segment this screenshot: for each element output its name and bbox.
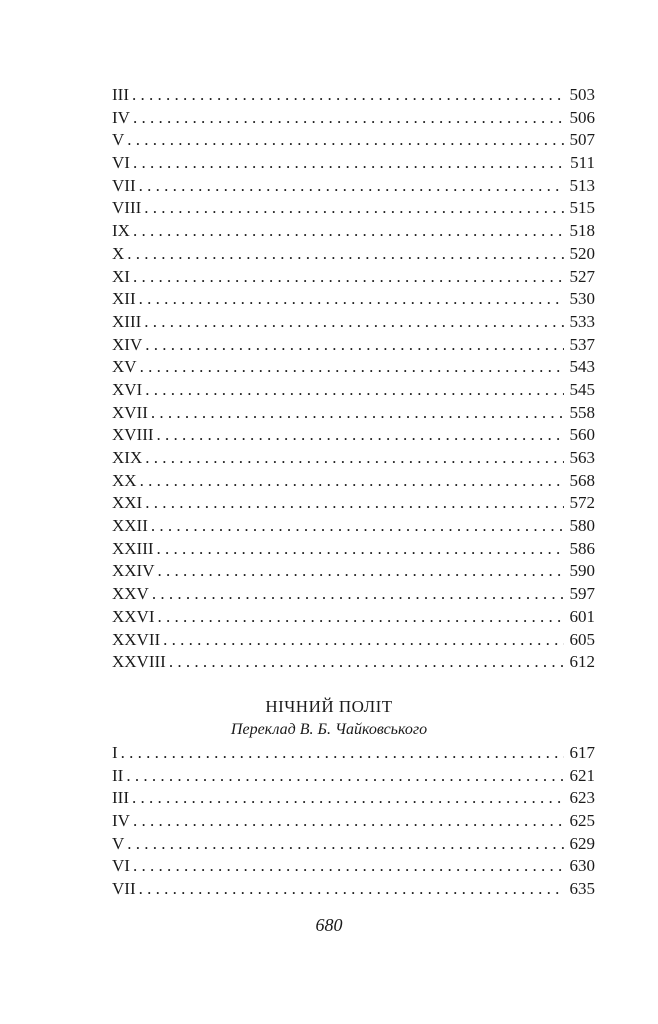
toc-entry-label: VIII	[112, 198, 142, 218]
toc-entry	[112, 742, 595, 765]
toc-entry-page: 580	[569, 516, 595, 536]
toc-entry	[112, 515, 595, 538]
dot-leader	[145, 492, 563, 515]
toc-entry-page: 533	[569, 311, 595, 331]
toc-entry	[112, 402, 595, 425]
toc-entry-page: 518	[569, 221, 595, 241]
toc-entry	[112, 424, 595, 447]
toc-list-night-flight	[112, 742, 595, 901]
toc-entry-page: 586	[569, 538, 595, 558]
dot-leader	[133, 152, 564, 175]
toc-entry	[112, 356, 595, 379]
toc-entry	[112, 129, 595, 152]
toc-entry	[112, 84, 595, 107]
toc-entry	[112, 583, 595, 606]
toc-entry-label: I	[112, 743, 118, 762]
toc-entry-page: 597	[569, 584, 595, 604]
toc-entry-page: 530	[569, 289, 595, 309]
toc-entry	[112, 288, 595, 311]
toc-entry-label: III	[112, 788, 129, 808]
toc-entry	[112, 629, 595, 652]
toc-entry	[112, 220, 595, 243]
dot-leader	[126, 765, 563, 788]
toc-entry-label: V	[112, 130, 125, 150]
dot-leader	[133, 266, 564, 289]
toc-entry-page: 605	[569, 629, 595, 649]
toc-entry	[112, 152, 595, 175]
toc-entry-label: XI	[112, 266, 130, 286]
toc-entry-label: III	[112, 85, 129, 104]
toc-entry-page: 572	[569, 493, 595, 513]
toc-entry-label: IV	[112, 811, 130, 831]
toc-entry-page: 601	[569, 606, 595, 626]
section-title: НІЧНИЙ ПОЛІТ	[265, 697, 393, 716]
dot-leader	[145, 379, 563, 402]
toc-entry	[112, 492, 595, 515]
dot-leader	[144, 311, 563, 334]
toc-entry-page: 503	[569, 85, 595, 104]
toc-entry-label: XXVI	[112, 606, 155, 626]
toc-entry-label: XVIII	[112, 425, 154, 445]
toc-entry-page: 543	[569, 357, 595, 377]
toc-entry-label: VII	[112, 879, 136, 899]
toc-entry-page: 635	[569, 879, 595, 899]
toc-entry-page: 612	[569, 652, 595, 672]
toc-entry-page: 621	[569, 765, 595, 785]
toc-entry	[112, 197, 595, 220]
dot-leader	[157, 424, 564, 447]
toc-entry-label: XXIII	[112, 538, 154, 558]
toc-entry-label: XII	[112, 289, 136, 309]
dot-leader	[133, 855, 564, 878]
toc-entry-page: 537	[569, 334, 595, 354]
page-number: 680	[315, 915, 343, 935]
toc-entry	[112, 334, 595, 357]
dot-leader	[133, 810, 564, 833]
dot-leader	[163, 629, 563, 652]
dot-leader	[139, 175, 564, 198]
toc-entry-label: VI	[112, 856, 130, 876]
toc-entry-page: 617	[569, 743, 595, 762]
dot-leader	[133, 220, 564, 243]
toc-entry-page: 513	[569, 175, 595, 195]
toc-entry-label: XIX	[112, 448, 143, 467]
toc-entry	[112, 810, 595, 833]
toc-entry-label: VI	[112, 153, 130, 173]
dot-leader	[127, 129, 563, 152]
toc-entry	[112, 175, 595, 198]
toc-entry-label: XXII	[112, 516, 148, 536]
dot-leader	[139, 878, 564, 901]
toc-entry-label: IV	[112, 107, 130, 127]
toc-entry	[112, 651, 595, 674]
toc-entry-page: 515	[569, 198, 595, 218]
toc-entry-label: V	[112, 833, 125, 853]
toc-entry-page: 545	[569, 379, 595, 399]
dot-leader	[132, 84, 564, 107]
dot-leader	[133, 107, 564, 130]
toc-entry	[112, 787, 595, 810]
toc-entry-page: 507	[569, 130, 595, 150]
toc-entry	[112, 243, 595, 266]
toc-entry	[112, 311, 595, 334]
toc-entry	[112, 470, 595, 493]
dot-leader	[127, 243, 563, 266]
toc-entry-label: XX	[112, 470, 137, 490]
toc-entry-page: 527	[569, 266, 595, 286]
toc-entry	[112, 447, 595, 470]
dot-leader	[140, 470, 564, 493]
dot-leader	[145, 447, 563, 470]
toc-entry	[112, 765, 595, 788]
toc-entry-label: XVI	[112, 379, 143, 399]
dot-leader	[139, 288, 564, 311]
toc-entry-page: 630	[569, 856, 595, 876]
toc-entry-page: 560	[569, 425, 595, 445]
dot-leader	[152, 583, 564, 606]
toc-entry-label: XXV	[112, 584, 149, 604]
dot-leader	[169, 651, 564, 674]
dot-leader	[132, 787, 564, 810]
toc-entry-label: XVII	[112, 402, 148, 422]
toc-list-continued	[112, 84, 595, 674]
toc-entry-label: XXI	[112, 493, 143, 513]
toc-entry-label: XXVIII	[112, 652, 166, 672]
dot-leader	[151, 402, 564, 425]
dot-leader	[127, 833, 563, 856]
section-subtitle: Переклад В. Б. Чайковського	[230, 721, 428, 738]
toc-entry	[112, 606, 595, 629]
dot-leader	[151, 515, 564, 538]
toc-entry-label: IX	[112, 221, 130, 241]
toc-entry-label: XXVII	[112, 629, 161, 649]
toc-entry	[112, 560, 595, 583]
toc-entry-label: XIV	[112, 334, 143, 354]
toc-entry	[112, 107, 595, 130]
toc-entry-label: XXIV	[112, 561, 155, 581]
toc-entry	[112, 266, 595, 289]
toc-entry	[112, 833, 595, 856]
toc-entry-page: 520	[569, 243, 595, 263]
dot-leader	[145, 334, 563, 357]
dot-leader	[158, 560, 564, 583]
toc-entry-page: 558	[569, 402, 595, 422]
toc-entry-page: 568	[569, 470, 595, 490]
toc-entry-page: 511	[570, 153, 595, 173]
toc-entry-page: 590	[569, 561, 595, 581]
toc-entry-label: II	[112, 765, 124, 785]
toc-entry	[112, 878, 595, 901]
toc-entry-page: 623	[569, 788, 595, 808]
dot-leader	[121, 742, 564, 765]
toc-entry-page: 625	[569, 811, 595, 831]
toc-entry-label: XIII	[112, 311, 142, 331]
toc-entry	[112, 538, 595, 561]
toc-entry-label: XV	[112, 357, 137, 377]
toc-entry-page: 563	[569, 448, 595, 467]
dot-leader	[144, 197, 563, 220]
toc-entry-label: VII	[112, 175, 136, 195]
dot-leader	[158, 606, 564, 629]
toc-entry-label: X	[112, 243, 125, 263]
toc-entry	[112, 379, 595, 402]
toc-entry-page: 506	[569, 107, 595, 127]
toc-entry	[112, 855, 595, 878]
dot-leader	[140, 356, 564, 379]
dot-leader	[157, 538, 564, 561]
toc-entry-page: 629	[569, 833, 595, 853]
